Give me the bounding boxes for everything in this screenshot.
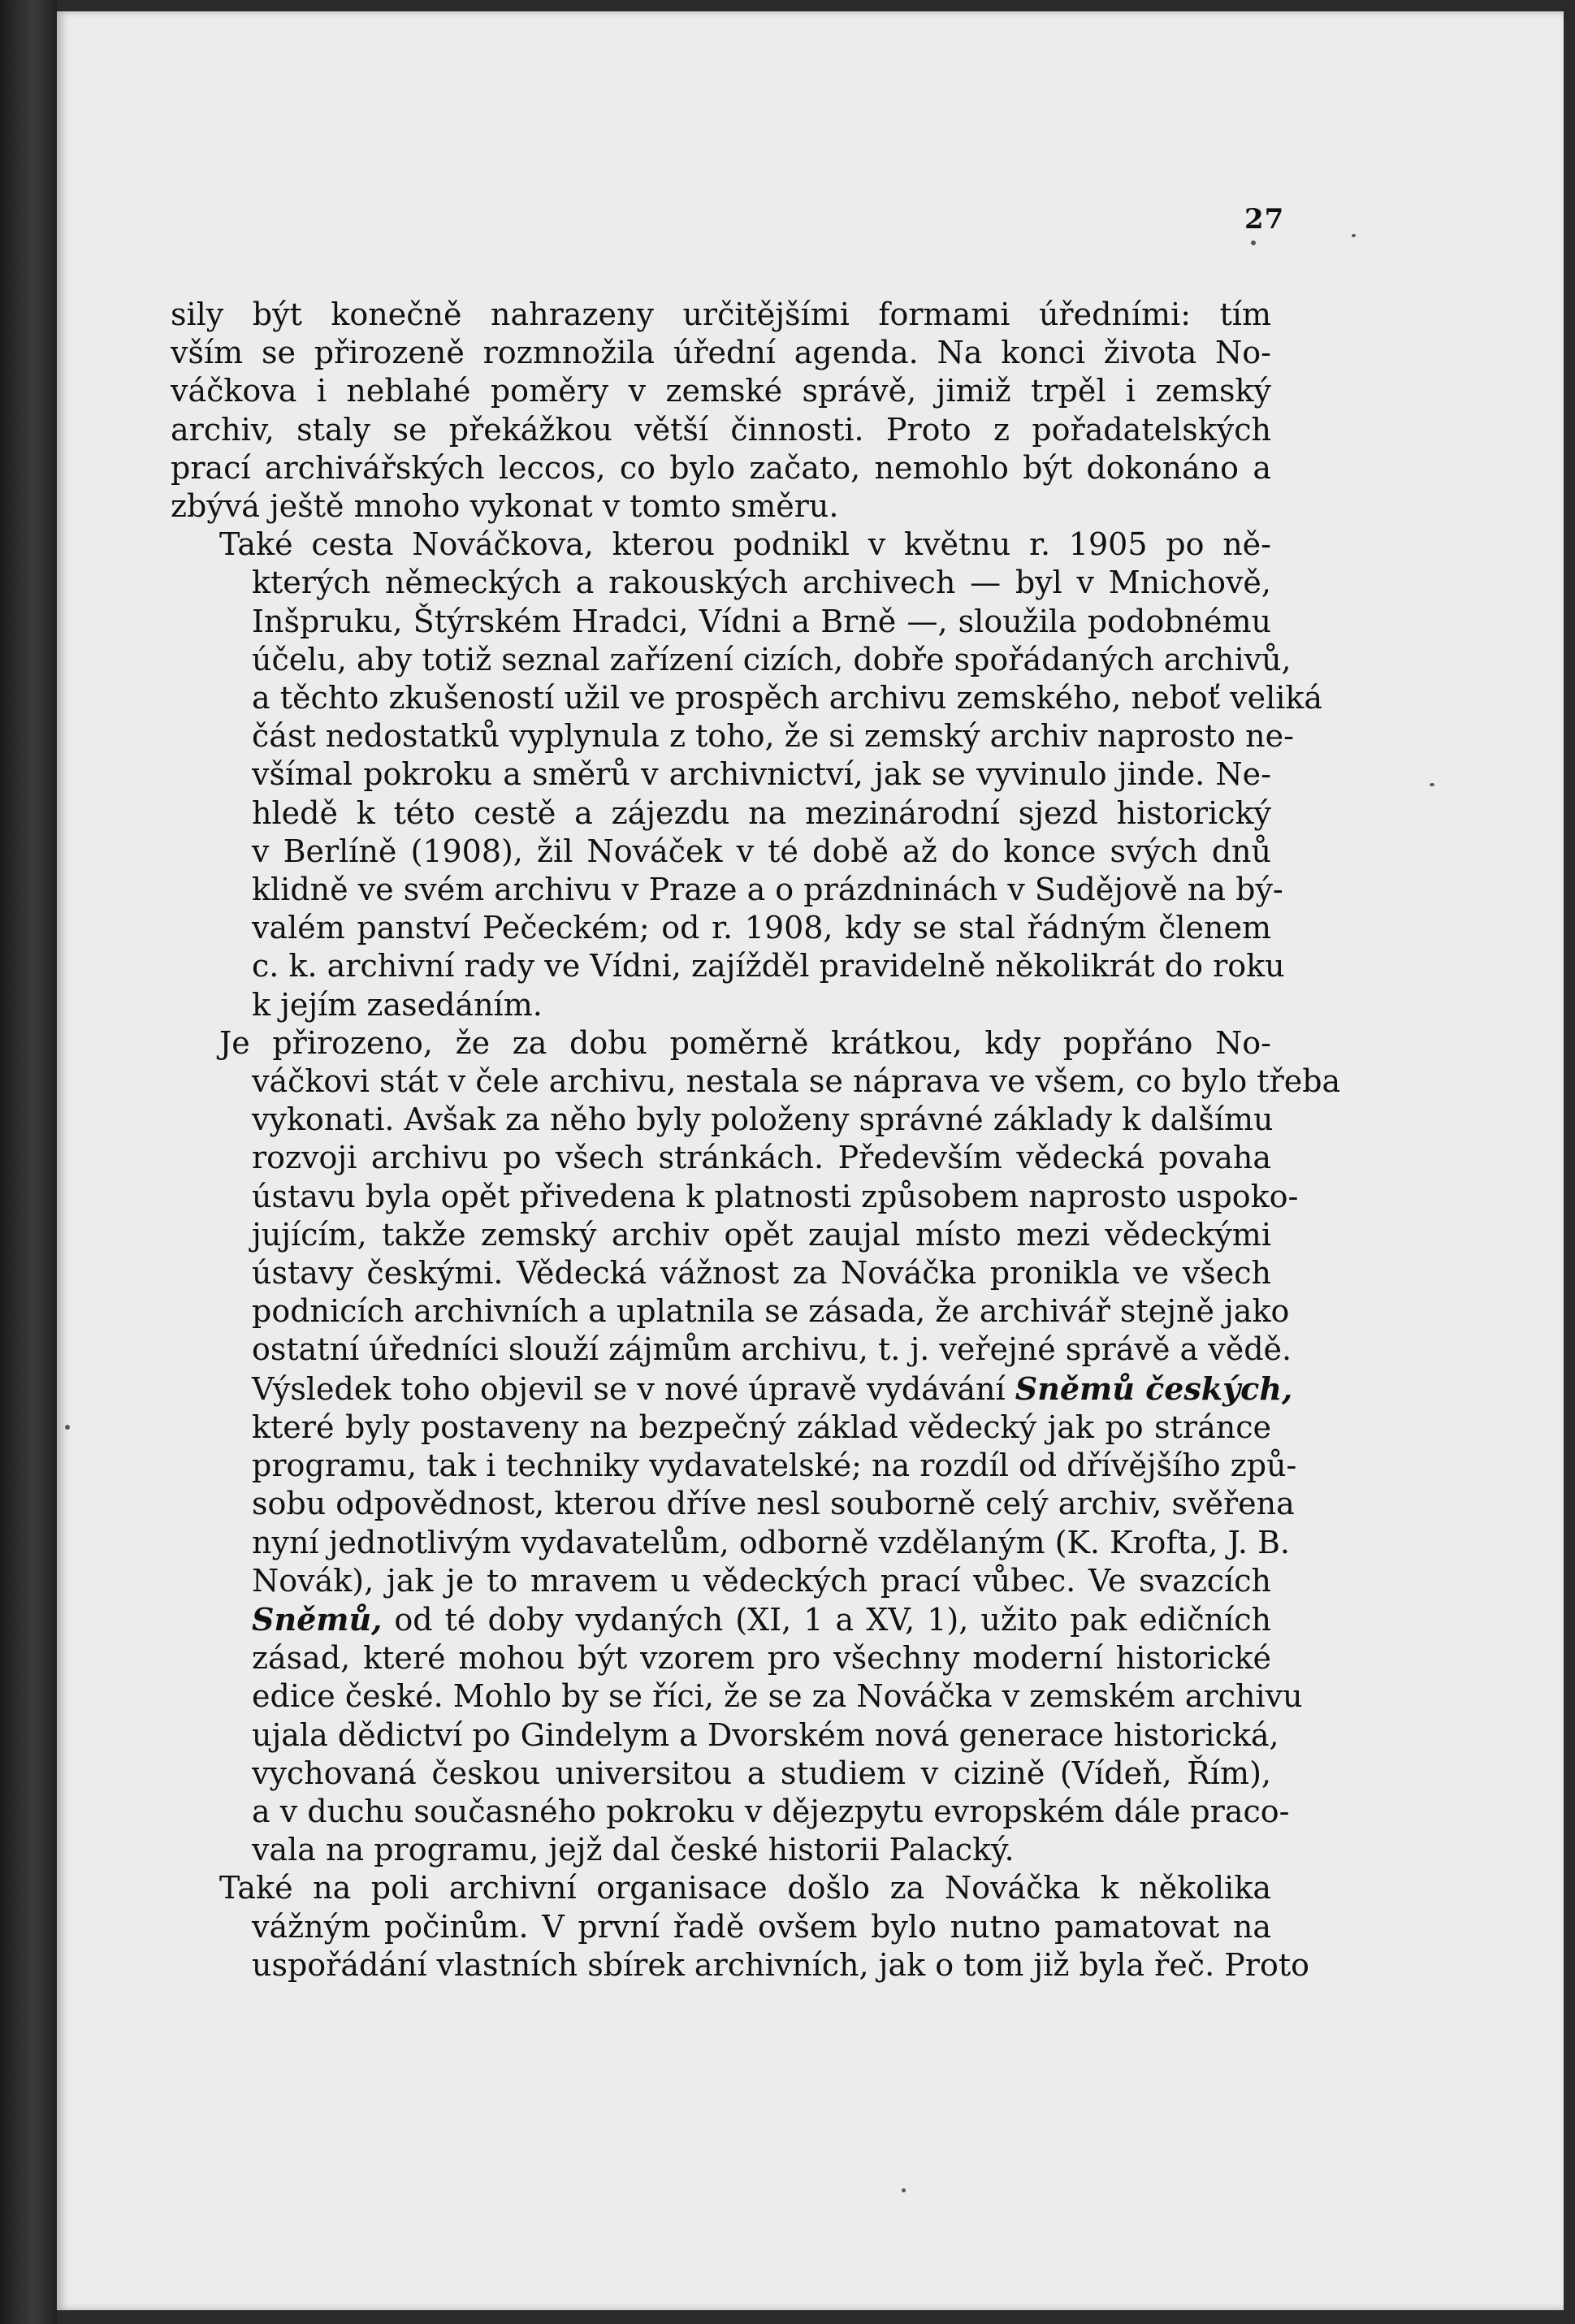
text-line: a v duchu současného pokroku v dějezpytu evropském dále praco-: [252, 1793, 1290, 1829]
page-speck: [65, 1425, 70, 1430]
text-line: zbývá ještě mnoho vykonat v tomto směru.: [171, 488, 839, 525]
text-line: Také cesta Nováčkova, kterou podnikl v květnu r. 1905 po ně-: [219, 526, 1271, 563]
text-line: valém panství Pečeckém; od r. 1908, kdy se stal řádným členem: [252, 910, 1271, 946]
text-line: účelu, aby totiž seznal zařízení cizích, dobře spořádaných archivů,: [252, 641, 1292, 677]
text-line: Inšpruku, Štýrském Hradci, Vídni a Brně —, sloužila podobnému: [252, 603, 1271, 639]
book-page: [57, 11, 1564, 2310]
page-speck: [1430, 783, 1434, 786]
body-text: [171, 296, 1341, 1984]
text-line: jujícím, takže zemský archiv opět zaujal místo mezi vědeckými: [252, 1216, 1271, 1253]
text-line: které byly postaveny na bezpečný základ vědecký jak po stránce: [252, 1409, 1271, 1445]
text-line: část nedostatků vyplynula z toho, že si zemský archiv naprosto ne-: [252, 718, 1294, 755]
text-line: klidně ve svém archivu v Praze a o prázdninách v Sudějově na bý-: [252, 872, 1283, 908]
text-line: edice české. Mohlo by se říci, že se za Nováčka v zemském archivu: [252, 1678, 1303, 1715]
text-line: váčkova i neblahé poměry v zemské správě, jimiž trpěl i zemský: [171, 373, 1271, 409]
paragraph: [171, 1024, 1341, 1869]
text-line: programu, tak i techniky vydavatelské; na rozdíl od dřívějšího způ-: [252, 1448, 1297, 1484]
text-line: vážným počinům. V první řadě ovšem bylo nutno pamatovat na: [252, 1908, 1271, 1945]
text-line: hledě k této cestě a zájezdu na mezinárodní sjezd historický: [252, 794, 1271, 831]
text-line: c. k. archivní rady ve Vídni, zajížděl pravidelně několikrát do roku: [252, 948, 1285, 985]
page-speck: [902, 2188, 906, 2192]
text-line: nyní jednotlivým vydavatelům, odborně vzdělaným (K. Krofta, J. B.: [252, 1524, 1291, 1560]
text-line: sily být konečně nahrazeny určitějšími formami úředními: tím: [171, 296, 1271, 332]
text-line: sobu odpovědnost, kterou dříve nesl souborně celý archiv, svěřena: [252, 1486, 1295, 1522]
text-line: Novák), jak je to mravem u vědeckých prací vůbec. Ve svazcích: [252, 1562, 1271, 1599]
text-line: archiv, staly se překážkou větší činnosti. Proto z pořadatelských: [171, 411, 1271, 448]
text-line: ústavy českými. Vědecká vážnost za Nováčka pronikla ve všech: [252, 1255, 1271, 1292]
text-line: ujala dědictví po Gindelym a Dvorském nová generace historická,: [252, 1716, 1279, 1753]
paragraph: [171, 526, 1323, 1024]
text-line: rozvoji archivu po všech stránkách. Především vědecká povaha: [252, 1140, 1271, 1176]
text-line: vykonati. Avšak za něho byly položeny správné základy k dalšímu: [252, 1101, 1274, 1138]
text-line: v Berlíně (1908), žil Nováček v té době až do konce svých dnů: [252, 833, 1271, 869]
text-line: vším se přirozeně rozmnožila úřední agenda. Na konci života No-: [171, 335, 1271, 371]
book-spine-shadow: [0, 0, 57, 2324]
text-line: Sněmů, od té doby vydaných (XI, 1 a XV, 1), užito pak edičních: [252, 1600, 1271, 1638]
paragraph: [171, 1869, 1310, 1984]
paragraph: [171, 296, 1271, 526]
text-line: Výsledek toho objevil se v nové úpravě vydávání Sněmů českých,: [252, 1370, 1293, 1407]
text-line: podnicích archivních a uplatnila se zásada, že archivář stejně jako: [252, 1293, 1290, 1330]
text-line: Je přirozeno, že za dobu poměrně krátkou, kdy popřáno No-: [219, 1024, 1271, 1061]
text-line: uspořádání vlastních sbírek archivních, jak o tom již byla řeč. Proto: [252, 1946, 1310, 1983]
text-line: váčkovi stát v čele archivu, nestala se náprava ve všem, co bylo třeba: [252, 1063, 1341, 1100]
text-line: prací archivářských leccos, co bylo začato, nemohlo být dokonáno a: [171, 449, 1271, 486]
page-number: 27: [1244, 203, 1285, 236]
text-line: a těchto zkušeností užil ve prospěch archivu zemského, neboť veliká: [252, 680, 1323, 716]
text-line: k jejím zasedáním.: [252, 986, 543, 1023]
text-line: vala na programu, jejž dal české historii Palacký.: [252, 1832, 1015, 1868]
text-line: kterých německých a rakouských archivech — byl v Mnichově,: [252, 565, 1271, 601]
text-line: vychovaná českou universitou a studiem v cizině (Vídeň, Řím),: [252, 1755, 1271, 1791]
page-speck: [1251, 240, 1256, 245]
text-line: všímal pokroku a směrů v archivnictví, jak se vyvinulo jinde. Ne-: [252, 756, 1271, 793]
text-line: ostatní úředníci slouží zájmům archivu, t. j. veřejné správě a vědě.: [252, 1331, 1292, 1368]
text-line: zásad, které mohou být vzorem pro všechny moderní historické: [252, 1640, 1271, 1677]
page-speck: [1352, 234, 1356, 237]
text-line: Také na poli archivní organisace došlo za Nováčka k několika: [219, 1870, 1271, 1906]
text-line: ústavu byla opět přivedena k platnosti způsobem naprosto uspoko-: [252, 1178, 1299, 1214]
